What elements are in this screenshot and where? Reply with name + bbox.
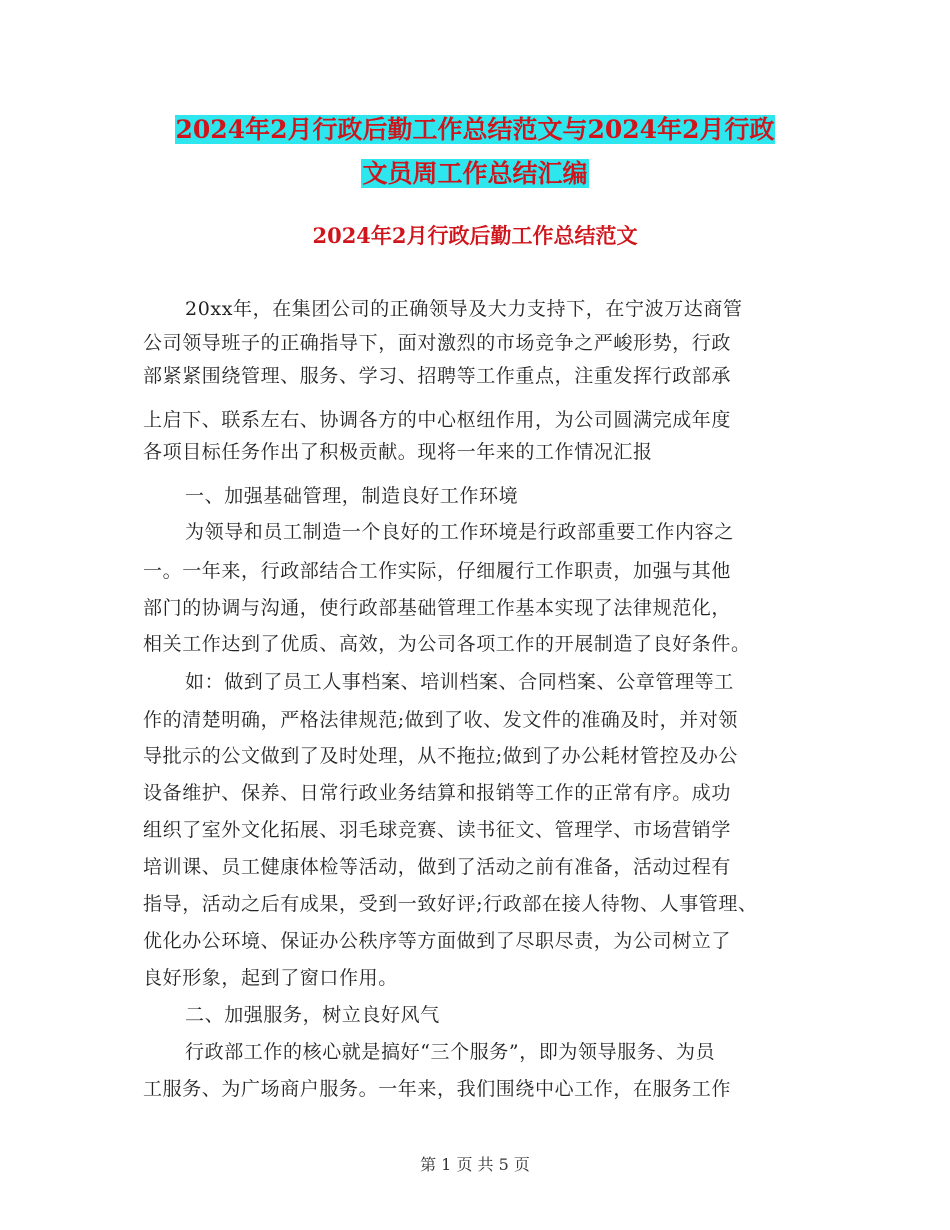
body-line: 指导，活动之后有成果，受到一致好评;行政部在接人待物、人事管理、: [143, 893, 758, 915]
body-line: 优化办公环境、保证办公秩序等方面做到了尽职尽责，为公司树立了: [143, 930, 732, 952]
body-line: 上启下、联系左右、协调各方的中心枢纽作用，为公司圆满完成年度: [143, 409, 732, 431]
section-title: 2024年2月行政后勤工作总结范文: [312, 223, 638, 248]
body-line: 部紧紧围绕管理、服务、学习、招聘等工作重点，注重发挥行政部承: [143, 365, 732, 387]
body-line: 各项目标任务作出了积极贡献。现将一年来的工作情况汇报: [143, 441, 653, 463]
title-highlight-1: 2024年2月行政后勤工作总结范文与2024年2月行政: [175, 115, 775, 144]
title-highlight-2: 文员周工作总结汇编: [362, 159, 588, 188]
body-line: 如：做到了员工人事档案、培训档案、合同档案、公章管理等工: [185, 671, 734, 693]
section-heading: 一、加强基础管理，制造良好工作环境: [185, 485, 519, 507]
body-line: 一。一年来，行政部结合工作实际，仔细履行工作职责，加强与其他: [143, 560, 732, 582]
body-line: 组织了室外文化拓展、羽毛球竞赛、读书征文、管理学、市场营销学: [143, 819, 732, 841]
body-line: 部门的协调与沟通，使行政部基础管理工作基本实现了法律规范化，: [143, 597, 732, 619]
body-line: 工服务、为广场商户服务。一年来，我们围绕中心工作，在服务工作: [143, 1078, 732, 1100]
body-line: 为领导和员工制造一个良好的工作环境是行政部重要工作内容之: [185, 521, 734, 543]
body-line: 设备维护、保养、日常行政业务结算和报销等工作的正常有序。成功: [143, 782, 732, 804]
body-line: 相关工作达到了优质、高效，为公司各项工作的开展制造了良好条件。: [143, 633, 751, 655]
body-line: 行政部工作的核心就是搞好“三个服务”，即为领导服务、为员: [185, 1041, 716, 1063]
body-line: 作的清楚明确，严格法律规范;做到了收、发文件的准确及时，并对领: [143, 709, 739, 731]
body-line: 20xx年，在集团公司的正确领导及大力支持下，在宁波万达商管: [185, 298, 743, 320]
body-line: 培训课、员工健康体检等活动，做到了活动之前有准备，活动过程有: [143, 856, 732, 878]
body-line: 导批示的公文做到了及时处理，从不拖拉;做到了办公耗材管控及办公: [143, 745, 739, 767]
document-title-line-2: [0, 154, 950, 194]
section-heading: 二、加强服务，树立良好风气: [185, 1004, 440, 1026]
body-line: 公司领导班子的正确指导下，面对激烈的市场竞争之严峻形势，行政: [143, 332, 732, 354]
body-line: 良好形象，起到了窗口作用。: [143, 967, 398, 989]
page-footer: 第 1 页 共 5 页: [420, 1155, 530, 1174]
document-title-line-1: [0, 110, 950, 150]
